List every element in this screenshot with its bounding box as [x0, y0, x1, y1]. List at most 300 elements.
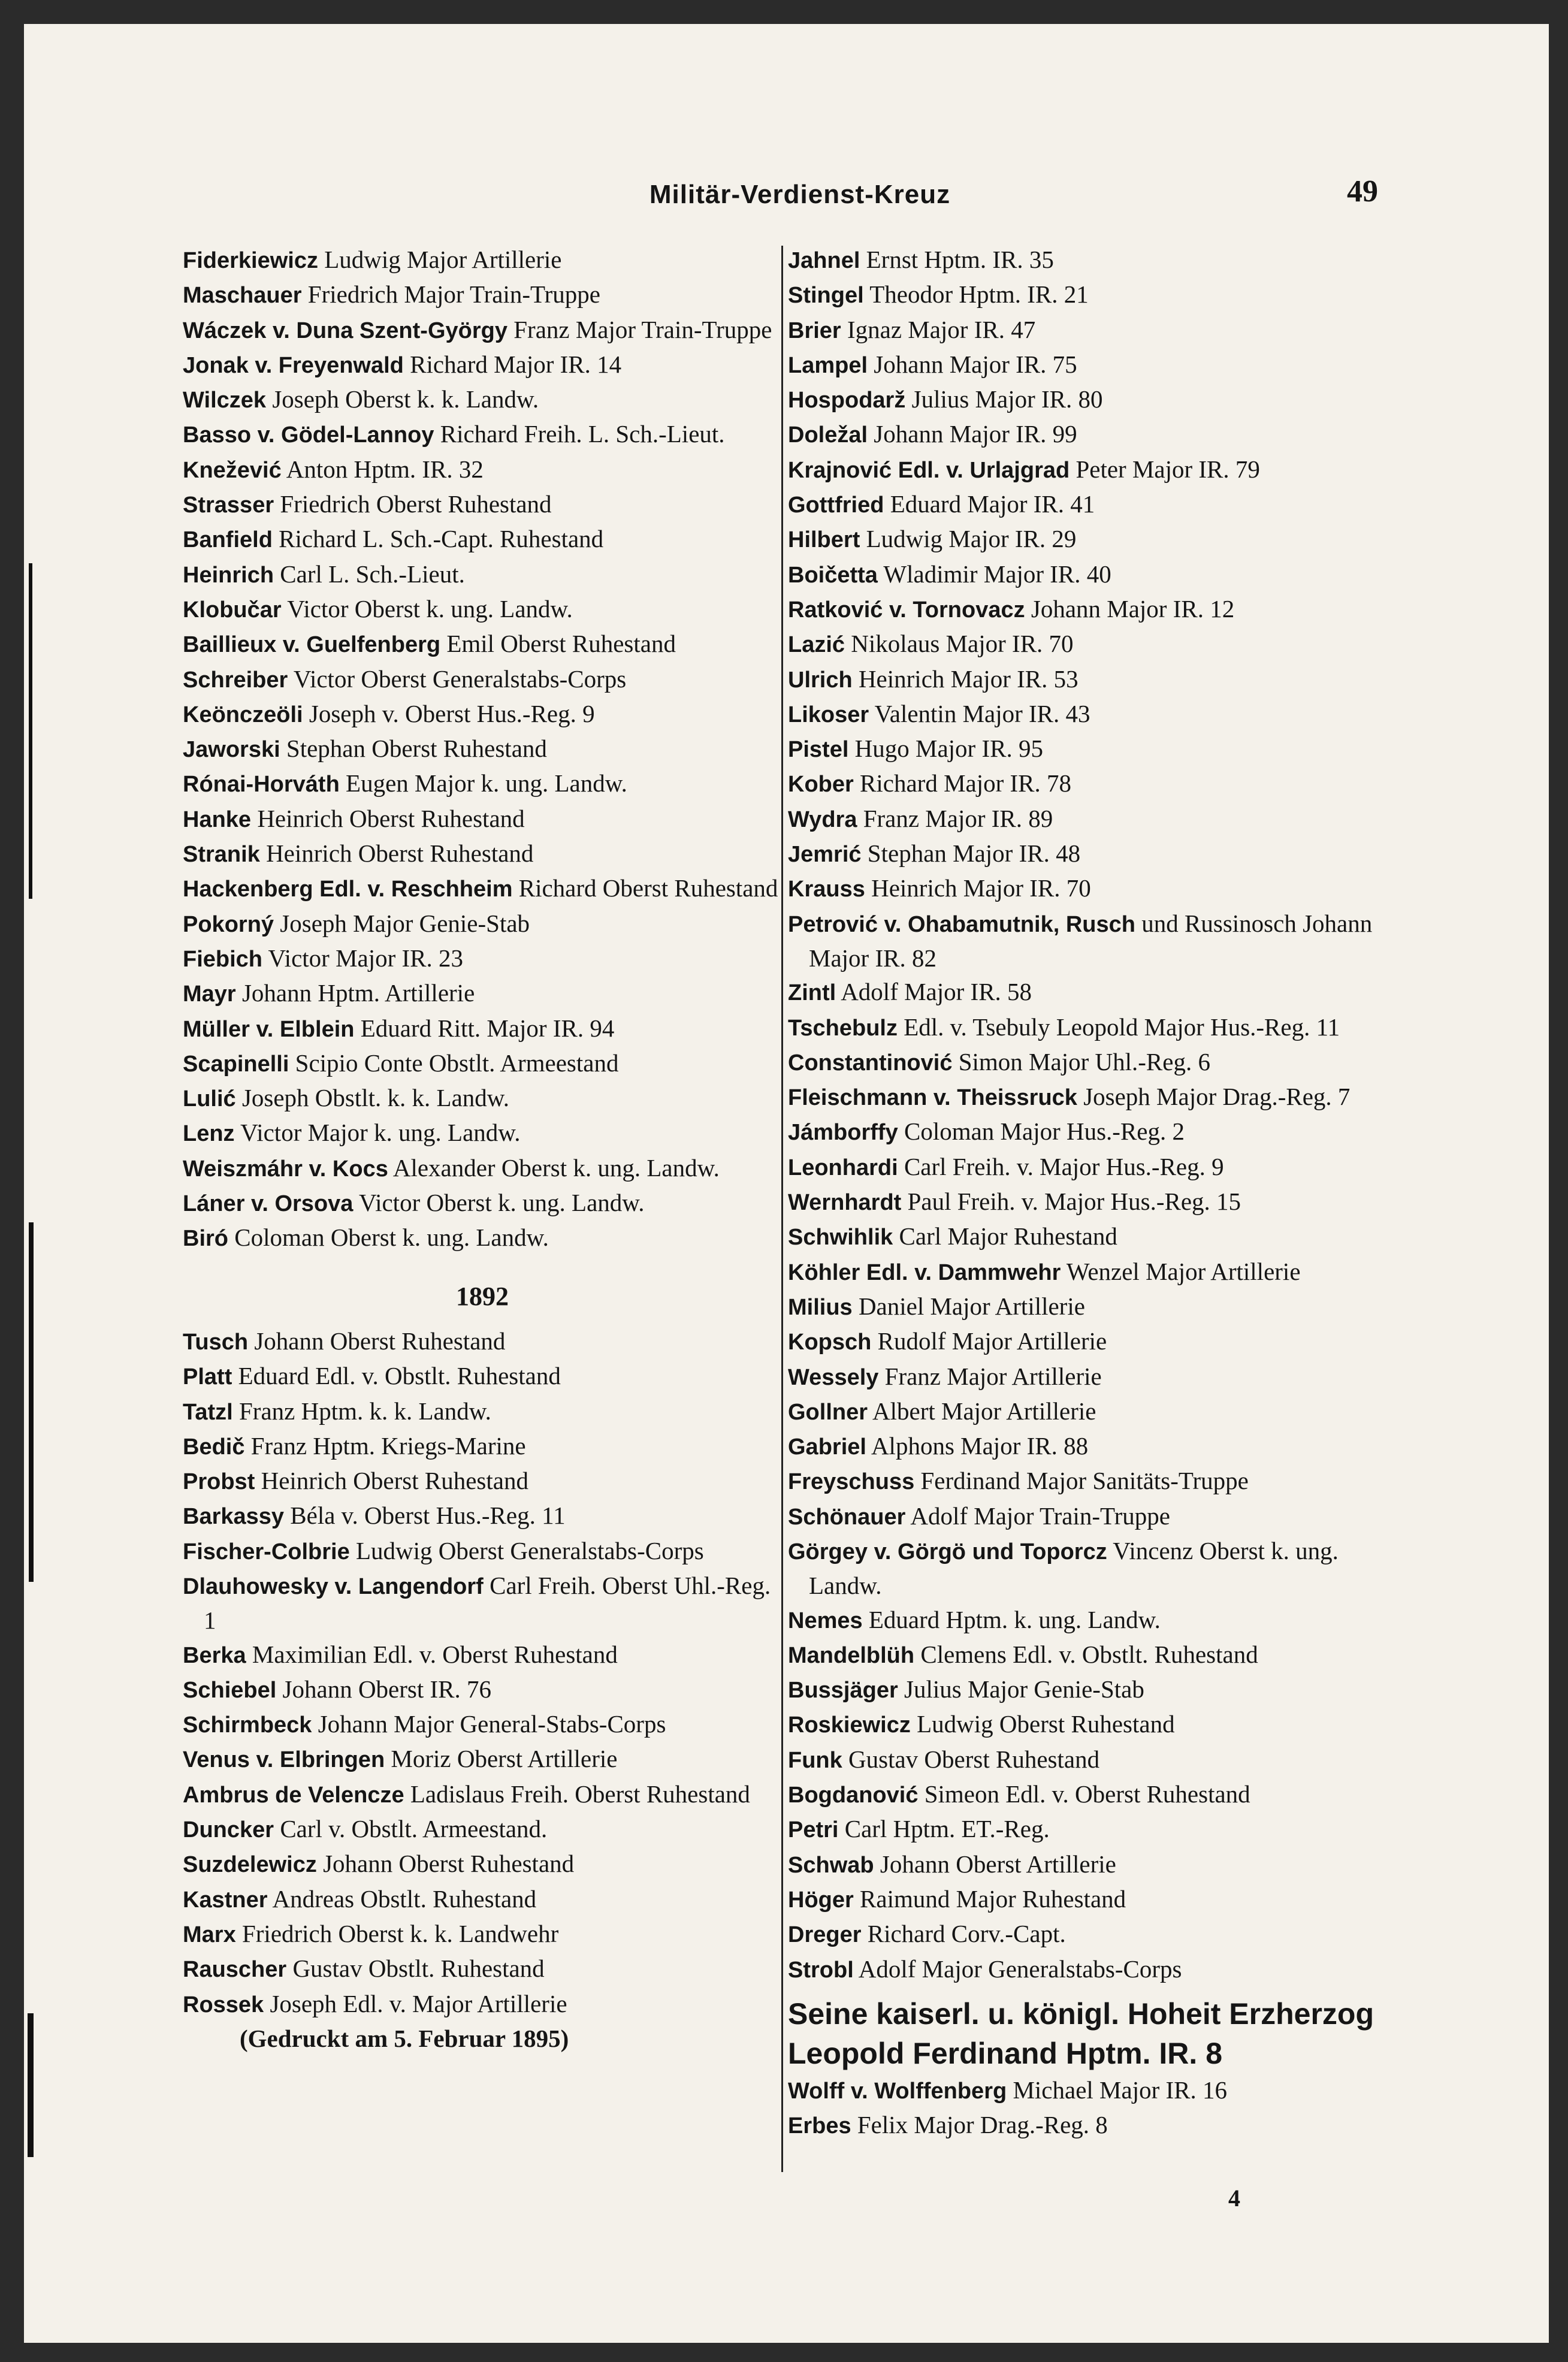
list-item: [788, 1742, 1390, 1777]
binding-mark: [29, 563, 32, 899]
entry-name: Strasser: [183, 493, 274, 518]
list-item: [183, 1882, 782, 1917]
entry-details: Carl v. Obstlt. Armeestand.: [274, 1815, 548, 1843]
entry-name: Bedič: [183, 1434, 245, 1460]
entry-details: Heinrich Oberst Ruhestand: [259, 839, 534, 868]
page-title: Militär-Verdienst-Kreuz: [649, 180, 951, 209]
imperial-entry: Seine kaiserl. u. königl. Hoheit Erzherzog Leopold Ferdinand Hptm. IR. 8: [788, 1996, 1374, 2070]
entry-details: Eduard Edl. v. Obstlt. Ruhestand: [232, 1362, 561, 1390]
list-item: [788, 243, 1390, 277]
list-item: [788, 662, 1390, 697]
entry-details: Ladislaus Freih. Oberst Ruhestand: [404, 1780, 750, 1808]
list-item: [183, 1672, 782, 1707]
list-item: [183, 1011, 782, 1046]
entry-name: Rauscher: [183, 1957, 287, 1983]
entry-details: Emil Oberst Ruhestand: [440, 630, 676, 658]
entry-name: Jemrić: [788, 842, 862, 868]
entry-name: Tatzl: [183, 1399, 233, 1425]
entry-name: Schreiber: [183, 667, 288, 693]
list-item: [183, 1116, 782, 1150]
list-item: [183, 1499, 782, 1533]
list-item: [788, 2108, 1390, 2143]
entry-details: Gustav Oberst Ruhestand: [842, 1745, 1100, 1773]
entry-name: Bogdanović: [788, 1783, 919, 1808]
list-item: [183, 1638, 782, 1672]
entry-details: Raimund Major Ruhestand: [853, 1884, 1126, 1913]
entry-details: Béla v. Oberst Hus.-Reg. 11: [284, 1502, 566, 1530]
list-item: [788, 1289, 1390, 1324]
entry-details: Daniel Major Artillerie: [852, 1292, 1085, 1320]
entry-details: und Russinosch Johann Major IR. 82: [809, 909, 1373, 972]
list-item: [788, 1080, 1390, 1114]
list-item: [183, 1221, 782, 1255]
entry-name: Lampel: [788, 352, 868, 378]
list-item: [183, 557, 782, 592]
list-item: [788, 697, 1390, 732]
entry-name: Tschebulz: [788, 1015, 898, 1041]
entry-name: Strobl: [788, 1957, 854, 1983]
entry-details: Richard Oberst Ruhestand: [512, 874, 778, 902]
list-item: [788, 2073, 1390, 2108]
list-item: [788, 1429, 1390, 1464]
entry-details: Friedrich Oberst k. k. Landwehr: [235, 1919, 559, 1947]
list-item: [183, 627, 782, 662]
entry-details: Carl L. Sch.-Lieut.: [274, 560, 465, 588]
entry-name: Görgey v. Görgö und Toporcz: [788, 1539, 1107, 1564]
entry-details: Johann Oberst IR. 76: [276, 1675, 492, 1703]
list-item: [788, 1255, 1390, 1289]
entry-details: Adolf Major Train-Truppe: [905, 1502, 1170, 1530]
list-item: [788, 1324, 1390, 1359]
entry-name: Wessely: [788, 1364, 879, 1390]
entry-name: Weiszmáhr v. Kocs: [183, 1156, 388, 1182]
list-item: [183, 732, 782, 766]
entry-name: Stingel: [788, 283, 864, 309]
entry-name: Funk: [788, 1747, 842, 1773]
entry-name: Schwab: [788, 1852, 874, 1878]
entry-list-top: [183, 243, 782, 1256]
entry-name: Schirmbeck: [183, 1712, 312, 1738]
list-item: [788, 802, 1390, 836]
entry-details: Ludwig Oberst Generalstabs-Corps: [349, 1536, 704, 1564]
entry-details: Victor Oberst k. ung. Landw.: [281, 594, 573, 623]
list-item: [183, 1151, 782, 1186]
entry-details: Albert Major Artillerie: [868, 1397, 1096, 1425]
entry-name: Fiebich: [183, 946, 263, 972]
list-item: [183, 1464, 782, 1499]
list-item: [183, 1742, 782, 1777]
entry-name: Stranik: [183, 842, 260, 868]
list-item: [183, 1917, 782, 1952]
entry-name: Rónai-Horváth: [183, 772, 340, 798]
entry-name: Leonhardi: [788, 1155, 898, 1180]
entry-list-right: [788, 243, 1390, 1987]
entry-name: Heinrich: [183, 562, 274, 588]
entry-name: Duncker: [183, 1817, 274, 1843]
entry-details: Gustav Obstlt. Ruhestand: [286, 1955, 545, 1983]
entry-name: Fleischmann v. Theissruck: [788, 1085, 1077, 1111]
entry-details: Ludwig Oberst Ruhestand: [910, 1710, 1175, 1738]
entry-name: Gottfried: [788, 493, 884, 518]
entry-details: Richard Major IR. 78: [853, 769, 1072, 798]
list-item: [788, 975, 1390, 1010]
entry-details: Johann Major IR. 75: [868, 350, 1077, 378]
entry-details: Victor Oberst Generalstabs-Corps: [288, 664, 627, 693]
list-item: [788, 1952, 1390, 1987]
list-item: [788, 1464, 1390, 1499]
entry-details: Wenzel Major Artillerie: [1061, 1257, 1301, 1285]
entry-details: Adolf Major Generalstabs-Corps: [853, 1955, 1182, 1983]
list-item: [183, 348, 782, 382]
entry-name: Ulrich: [788, 667, 853, 693]
entry-details: Ignaz Major IR. 47: [841, 315, 1036, 343]
list-item: [183, 697, 782, 732]
entry-details: Eduard Major IR. 41: [884, 490, 1095, 518]
entry-name: Jámborffy: [788, 1120, 898, 1146]
entry-details: Johann Major IR. 12: [1025, 594, 1235, 623]
entry-details: Johann Oberst Ruhestand: [316, 1850, 575, 1878]
entry-name: Dlauhowesky v. Langendorf: [183, 1573, 484, 1599]
entry-details: Friedrich Oberst Ruhestand: [274, 490, 552, 518]
list-item: [788, 1045, 1390, 1080]
entry-name: Milius: [788, 1294, 853, 1320]
entry-name: Wernhardt: [788, 1190, 902, 1216]
entry-name: Berka: [183, 1642, 246, 1668]
entry-details: Heinrich Major IR. 70: [865, 874, 1091, 902]
entry-name: Klobučar: [183, 597, 282, 623]
entry-details: Coloman Major Hus.-Reg. 2: [898, 1117, 1185, 1146]
list-item: [183, 1046, 782, 1081]
entry-details: Simon Major Uhl.-Reg. 6: [952, 1047, 1210, 1076]
entry-name: Kober: [788, 772, 854, 798]
list-item: [183, 836, 782, 871]
entry-details: Victor Major k. ung. Landw.: [234, 1119, 521, 1147]
list-item: [788, 313, 1390, 348]
list-item: [788, 627, 1390, 662]
entry-name: Pokorný: [183, 911, 274, 937]
entry-name: Schiebel: [183, 1677, 277, 1703]
entry-details: Nikolaus Major IR. 70: [845, 630, 1074, 658]
entry-details: Joseph Obstlt. k. k. Landw.: [235, 1084, 509, 1112]
list-item: [183, 522, 782, 557]
list-item: [183, 1847, 782, 1881]
entry-name: Kastner: [183, 1887, 268, 1913]
list-item: [183, 1186, 782, 1221]
entry-name: Pistel: [788, 737, 849, 763]
list-item: [788, 1847, 1390, 1882]
entry-name: Láner v. Orsova: [183, 1191, 354, 1217]
entry-details: Franz Major Artillerie: [878, 1362, 1102, 1390]
entry-details: Edl. v. Tsebuly Leopold Major Hus.-Reg. 11: [898, 1013, 1340, 1041]
list-item: [183, 243, 782, 277]
entry-name: Lenz: [183, 1121, 235, 1147]
list-item: [788, 452, 1390, 487]
entry-name: Wilczek: [183, 388, 267, 413]
list-item: [788, 348, 1390, 382]
list-item: [183, 382, 782, 417]
entry-details: Eugen Major k. ung. Landw.: [339, 769, 627, 798]
list-item: [183, 871, 782, 906]
entry-name: Keönczeöli: [183, 702, 303, 727]
list-item: [183, 1952, 782, 1986]
entry-details: Franz Major Train-Truppe: [507, 315, 772, 343]
entry-name: Dreger: [788, 1922, 862, 1948]
entry-name: Jaworski: [183, 737, 280, 763]
entry-details: Felix Major Drag.-Reg. 8: [851, 2111, 1108, 2139]
entry-details: Richard Major IR. 14: [403, 350, 622, 378]
list-item: [183, 1324, 782, 1359]
list-item: [788, 592, 1390, 627]
entry-details: Eduard Hptm. k. ung. Landw.: [862, 1605, 1161, 1633]
entry-name: Maschauer: [183, 283, 302, 309]
entry-details: Johann Oberst Ruhestand: [248, 1327, 506, 1355]
list-item: [183, 452, 782, 487]
list-item: [183, 1394, 782, 1429]
entry-details: Rudolf Major Artillerie: [871, 1327, 1107, 1355]
entry-name: Wáczek v. Duna Szent-György: [183, 318, 507, 343]
entry-details: Ernst Hptm. IR. 35: [860, 246, 1054, 273]
binding-mark: [28, 2013, 34, 2157]
entry-name: Krauss: [788, 877, 865, 902]
entry-name: Hackenberg Edl. v. Reschheim: [183, 877, 513, 902]
list-item: [788, 766, 1390, 801]
entry-name: Jonak v. Freyenwald: [183, 352, 404, 378]
entry-name: Rossek: [183, 1992, 264, 2017]
entry-details: Maximilian Edl. v. Oberst Ruhestand: [246, 1640, 618, 1668]
entry-name: Suzdelewicz: [183, 1852, 317, 1878]
entry-details: Heinrich Oberst Ruhestand: [255, 1467, 528, 1495]
entry-details: Richard L. Sch.-Capt. Ruhestand: [272, 525, 604, 553]
list-item: [788, 732, 1390, 766]
entry-details: Carl Major Ruhestand: [893, 1222, 1117, 1251]
entry-details: Scipio Conte Obstlt. Armeestand: [289, 1049, 619, 1077]
list-item: [788, 487, 1390, 522]
entry-details: Eduard Ritt. Major IR. 94: [354, 1014, 615, 1042]
entry-name: Likoser: [788, 702, 869, 727]
entry-details: Carl Freih. Oberst Uhl.-Reg. 1: [204, 1571, 771, 1635]
entry-name: Mandelblüh: [788, 1642, 915, 1668]
list-item: [788, 1219, 1390, 1254]
entry-details: Johann Oberst Artillerie: [874, 1850, 1116, 1878]
entry-details: Hugo Major IR. 95: [848, 735, 1043, 763]
entry-details: Wladimir Major IR. 40: [877, 560, 1111, 588]
list-item: [183, 277, 782, 312]
entry-name: Scapinelli: [183, 1051, 289, 1077]
entry-name: Jahnel: [788, 248, 860, 273]
list-item: [788, 1150, 1390, 1185]
list-item: [788, 382, 1390, 417]
entry-details: Peter Major IR. 79: [1069, 455, 1260, 483]
list-item: [788, 1534, 1390, 1603]
list-item: [788, 1917, 1390, 1952]
entry-details: Joseph v. Oberst Hus.-Reg. 9: [303, 699, 595, 727]
entry-details: Valentin Major IR. 43: [869, 699, 1090, 727]
entry-details: Carl Freih. v. Major Hus.-Reg. 9: [898, 1152, 1224, 1180]
list-item: [183, 662, 782, 697]
entry-details: Clemens Edl. v. Obstlt. Ruhestand: [914, 1640, 1258, 1668]
list-item: [788, 1882, 1390, 1917]
print-date-footnote: (Gedruckt am 5. Februar 1895): [240, 2024, 569, 2052]
entry-name: Mayr: [183, 981, 236, 1007]
entry-name: Hospodarž: [788, 388, 906, 413]
entry-details: Franz Hptm. k. k. Landw.: [232, 1397, 491, 1425]
entry-details: Stephan Major IR. 48: [861, 839, 1081, 868]
entry-details: Richard Corv.-Capt.: [861, 1920, 1066, 1948]
list-item: [183, 1569, 782, 1638]
entry-name: Hanke: [183, 807, 252, 832]
entry-name: Schwihlik: [788, 1225, 893, 1251]
entry-details: Heinrich Oberst Ruhestand: [251, 804, 525, 832]
entry-details: Joseph Edl. v. Major Artillerie: [264, 1989, 567, 2017]
entry-name: Lazić: [788, 632, 845, 658]
entry-details: Ferdinand Major Sanitäts-Truppe: [914, 1467, 1249, 1495]
list-item: [183, 417, 782, 452]
entry-name: Gollner: [788, 1399, 868, 1425]
list-item: [788, 1812, 1390, 1847]
column-divider: [781, 246, 783, 2172]
entry-name: Ambrus de Velencze: [183, 1782, 404, 1808]
list-item: [788, 1603, 1390, 1638]
entry-name: Fischer-Colbrie: [183, 1539, 350, 1564]
entry-details: Victor Major IR. 23: [262, 944, 464, 972]
entry-name: Erbes: [788, 2113, 851, 2139]
right-column: [788, 243, 1390, 2143]
entry-details: Joseph Major Drag.-Reg. 7: [1077, 1083, 1351, 1111]
list-item: [788, 1672, 1390, 1707]
entry-details: Michael Major IR. 16: [1007, 2076, 1227, 2104]
entry-name: Knežević: [183, 457, 282, 483]
page-number: 49: [1347, 174, 1378, 209]
list-item: [788, 1499, 1390, 1534]
list-item: [788, 522, 1390, 557]
list-item: [788, 557, 1390, 592]
entry-name: Nemes: [788, 1608, 863, 1633]
list-item: [183, 1707, 782, 1742]
entry-name: Lulić: [183, 1086, 236, 1112]
entry-name: Doležal: [788, 422, 868, 448]
entry-name: Krajnović Edl. v. Urlajgrad: [788, 457, 1070, 483]
entry-name: Freyschuss: [788, 1469, 915, 1495]
entry-details: Theodor Hptm. IR. 21: [863, 280, 1089, 309]
document-page: [24, 24, 1549, 2343]
list-item: [183, 1534, 782, 1569]
entry-name: Boičetta: [788, 562, 878, 588]
entry-name: Ratković v. Tornovacz: [788, 597, 1025, 623]
entry-name: Banfield: [183, 527, 273, 553]
list-item: [183, 1081, 782, 1116]
entry-details: Coloman Oberst k. ung. Landw.: [228, 1224, 549, 1252]
list-item: [788, 907, 1390, 975]
list-item: [788, 1010, 1390, 1045]
entry-details: Alexander Oberst k. ung. Landw.: [388, 1153, 720, 1182]
list-item: [788, 417, 1390, 452]
entry-name: Brier: [788, 318, 841, 343]
list-item: [183, 1777, 782, 1812]
list-item: [183, 766, 782, 801]
entry-name: Roskiewicz: [788, 1712, 911, 1738]
entry-details: Johann Major General-Stabs-Corps: [312, 1710, 666, 1738]
entry-name: Venus v. Elbringen: [183, 1747, 385, 1773]
entry-name: Müller v. Elblein: [183, 1016, 355, 1042]
entry-details: Joseph Major Genie-Stab: [274, 909, 530, 937]
entry-name: Barkassy: [183, 1504, 285, 1530]
entry-details: Richard Freih. L. Sch.-Lieut.: [434, 420, 725, 448]
list-item: [183, 313, 782, 348]
list-item: [183, 907, 782, 941]
entry-name: Fiderkiewicz: [183, 248, 318, 273]
entry-name: Kopsch: [788, 1330, 872, 1355]
entry-details: Johann Major IR. 99: [868, 420, 1077, 448]
list-item: [788, 836, 1390, 871]
signature-mark: 4: [1228, 2185, 1240, 2212]
entry-details: Joseph Oberst k. k. Landw.: [266, 385, 539, 413]
entry-details: Stephan Oberst Ruhestand: [280, 735, 547, 763]
entry-details: Carl Hptm. ET.-Reg.: [838, 1815, 1050, 1843]
entry-details: Anton Hptm. IR. 32: [281, 455, 484, 483]
entry-name: Platt: [183, 1364, 232, 1390]
entry-name: Gabriel: [788, 1434, 866, 1460]
entry-name: Hilbert: [788, 527, 860, 553]
entry-details: Julius Major Genie-Stab: [898, 1675, 1144, 1703]
entry-details: Vincenz Oberst k. ung. Landw.: [809, 1536, 1339, 1600]
entry-name: Petrović v. Ohabamutnik, Rusch: [788, 911, 1136, 937]
list-item: [788, 871, 1390, 906]
list-item: [788, 277, 1390, 312]
list-item: [788, 1638, 1390, 1672]
entry-details: Andreas Obstlt. Ruhestand: [267, 1884, 537, 1913]
list-item: [788, 1394, 1390, 1429]
entry-name: Petri: [788, 1817, 839, 1843]
list-item: [788, 1185, 1390, 1219]
list-item: [183, 592, 782, 627]
entry-name: Marx: [183, 1922, 236, 1947]
list-item: [788, 1777, 1390, 1812]
list-item: [183, 802, 782, 836]
list-item: [788, 1360, 1390, 1394]
entry-details: Simeon Edl. v. Oberst Ruhestand: [918, 1780, 1250, 1808]
entry-name: Biró: [183, 1226, 228, 1252]
list-item: [183, 1987, 782, 2022]
entry-name: Wolff v. Wolffenberg: [788, 2078, 1007, 2104]
entry-name: Basso v. Gödel-Lannoy: [183, 422, 434, 448]
entry-details: Ludwig Major IR. 29: [860, 525, 1077, 553]
entry-details: Johann Hptm. Artillerie: [235, 979, 475, 1007]
entry-details: Friedrich Major Train-Truppe: [301, 280, 600, 309]
page-header: [24, 156, 1549, 216]
entry-name: Wydra: [788, 807, 857, 832]
entry-details: Ludwig Major Artillerie: [318, 246, 562, 273]
entry-name: Schönauer: [788, 1504, 906, 1530]
entry-details: Paul Freih. v. Major Hus.-Reg. 15: [901, 1188, 1241, 1216]
entry-name: Höger: [788, 1887, 854, 1913]
entry-name: Köhler Edl. v. Dammwehr: [788, 1259, 1061, 1285]
entry-list-after: [788, 2073, 1390, 2143]
entry-name: Tusch: [183, 1329, 249, 1355]
entry-details: Moriz Oberst Artillerie: [385, 1745, 618, 1773]
list-item: [183, 1429, 782, 1464]
entry-name: Baillieux v. Guelfenberg: [183, 632, 441, 658]
entry-details: Julius Major IR. 80: [905, 385, 1103, 413]
list-item: [183, 941, 782, 976]
entry-details: Alphons Major IR. 88: [866, 1432, 1089, 1460]
entry-name: Constantinović: [788, 1050, 953, 1076]
entry-details: Franz Hptm. Kriegs-Marine: [244, 1431, 526, 1460]
entry-name: Probst: [183, 1469, 255, 1495]
entry-details: Franz Major IR. 89: [857, 804, 1053, 832]
list-item: [788, 1114, 1390, 1149]
list-item: [183, 1812, 782, 1847]
entry-details: Victor Oberst k. ung. Landw.: [353, 1189, 645, 1217]
